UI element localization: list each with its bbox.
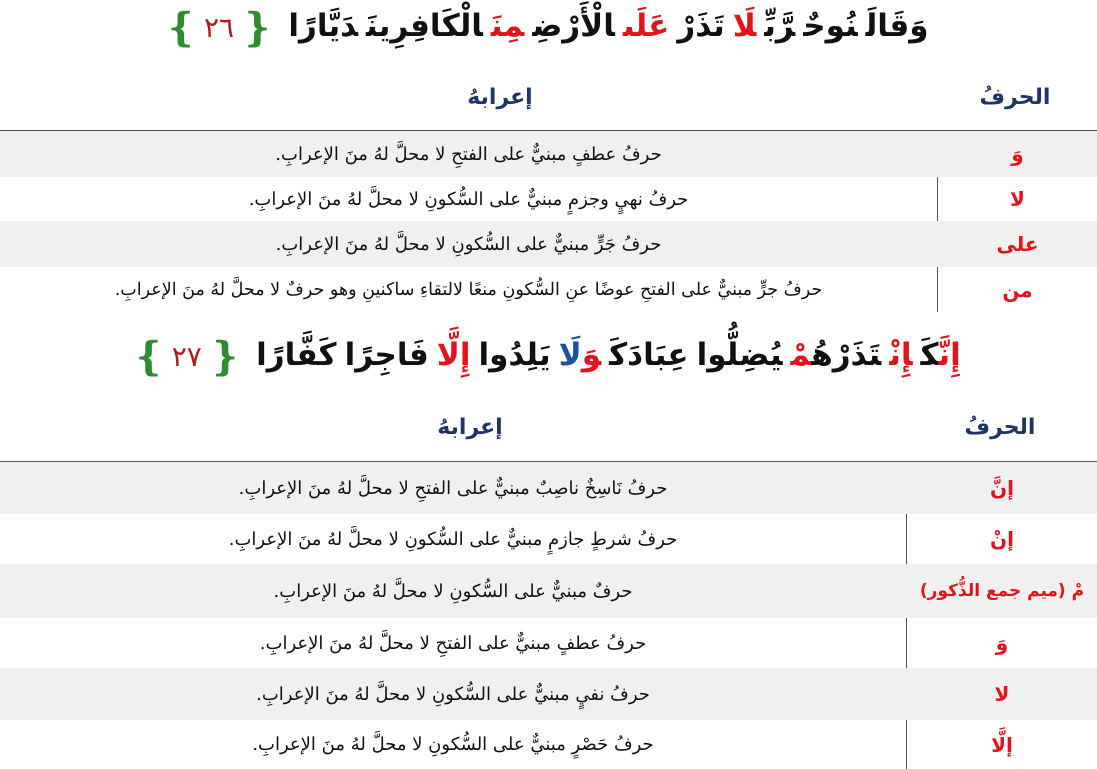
verse-word: يَلِدُوا	[478, 337, 551, 373]
harf-text: إنَّ	[990, 476, 1014, 500]
irab-text: حرفُ شرطٍ جازمٍ مبنيٌّ على السُّكونِ لا محلَّ لهُ منَ الإعرابِ.	[228, 528, 678, 550]
verse-word: وَقَالَ	[865, 8, 929, 44]
verse-word-part: إِنَّ	[938, 337, 961, 373]
verse-word-part: لَا	[558, 337, 582, 373]
header-irab: إعرابهُ	[467, 85, 533, 110]
irab-text: حرفُ عطفٍ مبنيٌّ على الفتحِ لا محلَّ لهُ منَ الإعرابِ.	[259, 632, 647, 654]
irab-text: حرفُ جرٍّ مبنيٌّ على الفتحِ عوضًا عنِ السُّكونِ منعًا لالتقاءِ ساكنينِ وهو حرفٌ لا محلَّ لهُ منَ الإعرابِ.	[114, 280, 823, 300]
verse-26	[0, 4, 1097, 50]
verse-word: نُوحٌ	[803, 8, 858, 44]
harf-text: وَ	[1011, 142, 1024, 166]
header-irab: إعرابهُ	[437, 415, 503, 440]
harf-text: وَ	[995, 631, 1009, 655]
irab-text: حرفٌ مبنيٌّ على السُّكونِ لا محلَّ لهُ منَ الإعرابِ.	[273, 580, 633, 602]
verse-word: يُضِلُّوا	[696, 337, 783, 373]
harf-text: على	[996, 232, 1039, 256]
verse-word: عِبَادَكَ	[609, 337, 689, 373]
table-row	[0, 462, 1097, 514]
table-row	[0, 720, 1097, 769]
table-row	[0, 564, 1097, 618]
irab-text: حرفُ حَصْرٍ مبنيٌّ على السُّكونِ لا محلَّ لهُ منَ الإعرابِ.	[252, 734, 654, 755]
table-row	[0, 668, 1097, 720]
verse-word	[790, 337, 881, 373]
table-header	[0, 70, 1097, 126]
verse-word: الْأَرْضِ	[532, 8, 615, 44]
harf-text: إلَّا	[991, 732, 1013, 757]
arabesque-bracket-icon: ❴	[207, 333, 242, 380]
arabesque-bracket-icon: ❴	[240, 4, 274, 51]
verse-word: دَيَّارًا	[288, 8, 359, 44]
verse-word-part: مْ	[790, 337, 812, 373]
harf-text: لا	[1010, 187, 1025, 211]
verse-word-part: وَ	[581, 337, 602, 373]
verse-number: ٢٧	[171, 339, 202, 373]
verse-word: فَاجِرًا	[344, 337, 429, 373]
verse-word: عَلَى	[622, 8, 670, 44]
arabesque-bracket-icon: ❵	[132, 333, 166, 380]
harf-text: مْ (ميم جمع الذُّكور)	[919, 581, 1085, 601]
table-row	[0, 131, 1097, 177]
verse-word: مِنَ	[490, 8, 525, 44]
harf-text: من	[1002, 278, 1033, 302]
verse-word-part: كَ	[920, 337, 939, 373]
harf-text: إنْ	[990, 527, 1014, 551]
irab-table-26	[0, 70, 1097, 302]
verse-word: كَفَّارًا	[256, 337, 337, 373]
arabesque-bracket-icon: ❵	[164, 4, 198, 51]
verse-word	[559, 337, 602, 373]
harf-text: لا	[994, 682, 1010, 706]
verse-word	[920, 337, 960, 373]
verse-27	[0, 333, 1097, 379]
table-header	[0, 400, 1097, 456]
table-row	[0, 514, 1097, 564]
table-row	[0, 618, 1097, 668]
verse-word: تَذَرْ	[677, 8, 725, 44]
verse-word: رَّبِّ	[764, 8, 796, 44]
verse-word: إِنْ	[889, 337, 913, 373]
table-row	[0, 177, 1097, 221]
irab-table-27	[0, 400, 1097, 757]
verse-word: الْكَافِرِينَ	[366, 8, 483, 44]
irab-text: حرفُ نفيٍ مبنيٌّ على السُّكونِ لا محلَّ لهُ منَ الإعرابِ.	[256, 683, 650, 705]
table-row	[0, 221, 1097, 267]
irab-text: حرفُ نَاسِخٌ ناصِبٌ مبنيٌّ على الفتحِ لا محلَّ لهُ منَ الإعرابِ.	[238, 477, 668, 499]
irab-text: حرفُ جَرٍّ مبنيٌّ على السُّكونِ لا محلَّ لهُ منَ الإعرابِ.	[275, 233, 662, 255]
verse-number: ٢٦	[203, 10, 235, 44]
verse-word: لَا	[732, 8, 757, 44]
verse-word: إِلَّا	[436, 337, 471, 373]
table-row	[0, 267, 1097, 313]
verse-word-part: تَذَرْهُ	[811, 337, 882, 373]
irab-text: حرفُ نهيٍ وجزمٍ مبنيٌّ على السُّكونِ لا محلَّ لهُ منَ الإعرابِ.	[248, 188, 689, 210]
irab-text: حرفُ عطفٍ مبنيٌّ على الفتحِ لا محلَّ لهُ منَ الإعرابِ.	[275, 143, 662, 165]
header-harf: الحرفُ	[964, 415, 1036, 440]
header-harf: الحرفُ	[979, 85, 1051, 110]
